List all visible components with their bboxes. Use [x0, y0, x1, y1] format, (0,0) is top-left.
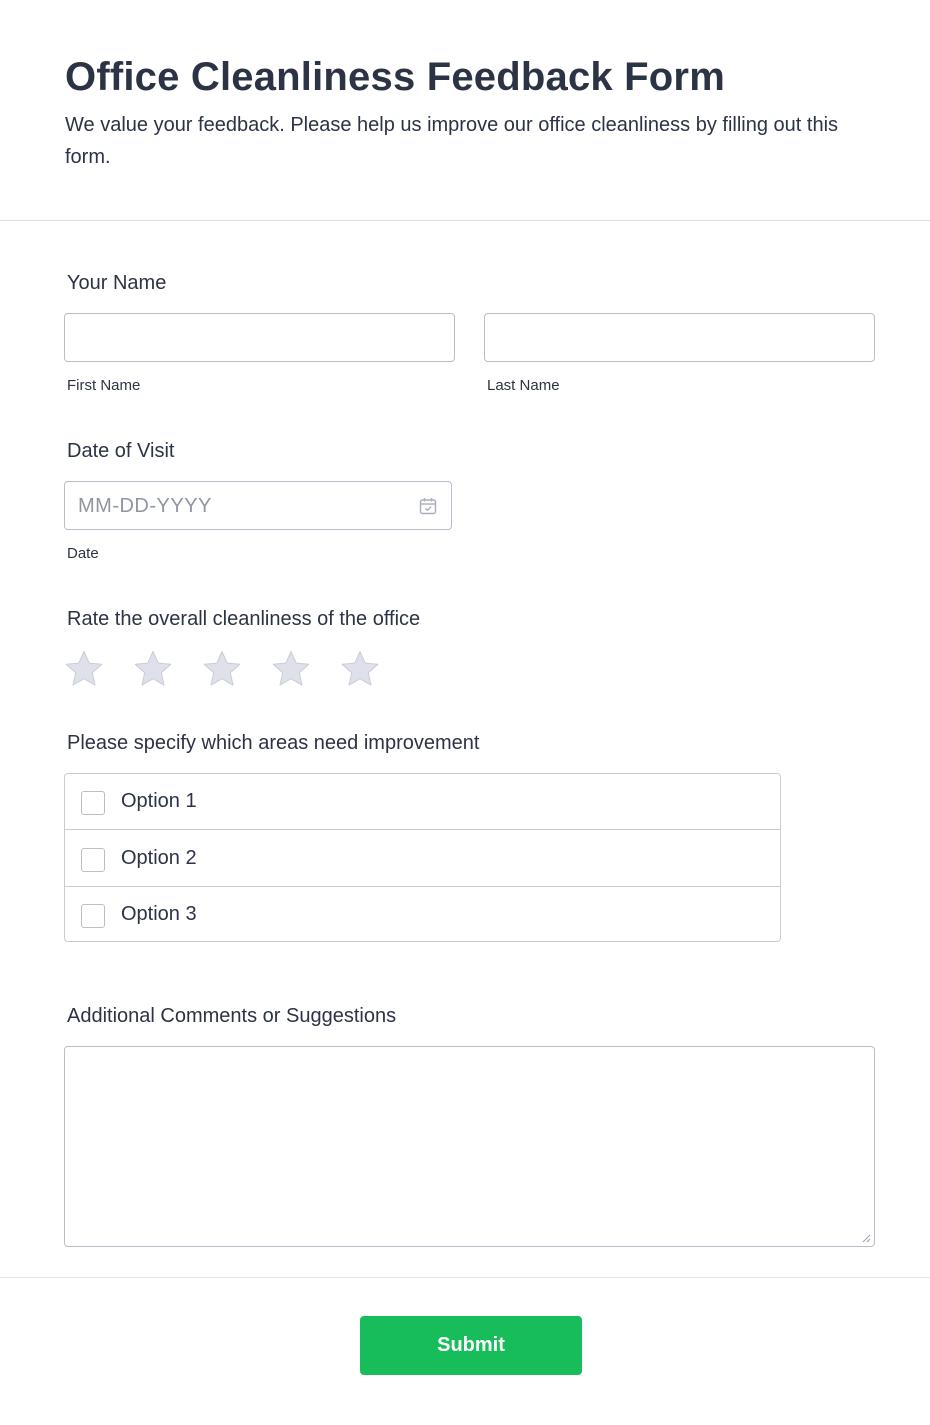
rating-label: Rate the overall cleanliness of the office: [67, 608, 421, 630]
name-label: Your Name: [67, 272, 167, 294]
star-icon[interactable]: [133, 649, 173, 689]
checkbox[interactable]: [81, 904, 105, 928]
star-icon[interactable]: [271, 649, 311, 689]
submit-button[interactable]: Submit: [360, 1316, 582, 1375]
checkbox-label: Option 2: [121, 847, 197, 869]
date-label: Date of Visit: [67, 440, 175, 462]
checkbox[interactable]: [81, 848, 105, 872]
star-icon[interactable]: [202, 649, 242, 689]
checkbox-option[interactable]: [65, 831, 780, 887]
footer-divider: [0, 1277, 930, 1278]
date-placeholder: MM-DD-YYYY: [78, 495, 212, 517]
comments-textarea[interactable]: [64, 1046, 875, 1247]
star-icon[interactable]: [64, 649, 104, 689]
checkbox-label: Option 1: [121, 790, 197, 812]
star-icon[interactable]: [340, 649, 380, 689]
date-sublabel: Date: [67, 545, 99, 562]
date-input[interactable]: [64, 481, 452, 530]
resize-handle-icon[interactable]: [861, 1233, 871, 1243]
form-description: We value your feedback. Please help us improve our office cleanliness by filling out this form.: [65, 114, 839, 168]
form-header: [0, 0, 930, 221]
areas-checkbox-group: [64, 773, 781, 942]
checkbox-option[interactable]: [65, 887, 780, 942]
comments-label: Additional Comments or Suggestions: [67, 1005, 397, 1027]
calendar-icon[interactable]: [419, 497, 437, 515]
first-name-sublabel: First Name: [67, 377, 141, 394]
form-title: Office Cleanliness Feedback Form: [65, 55, 725, 99]
checkbox[interactable]: [81, 791, 105, 815]
last-name-sublabel: Last Name: [487, 377, 560, 394]
areas-label: Please specify which areas need improvement: [67, 732, 480, 754]
last-name-input[interactable]: [484, 313, 875, 362]
first-name-input[interactable]: [64, 313, 455, 362]
checkbox-label: Option 3: [121, 903, 197, 925]
checkbox-option[interactable]: [65, 774, 780, 830]
